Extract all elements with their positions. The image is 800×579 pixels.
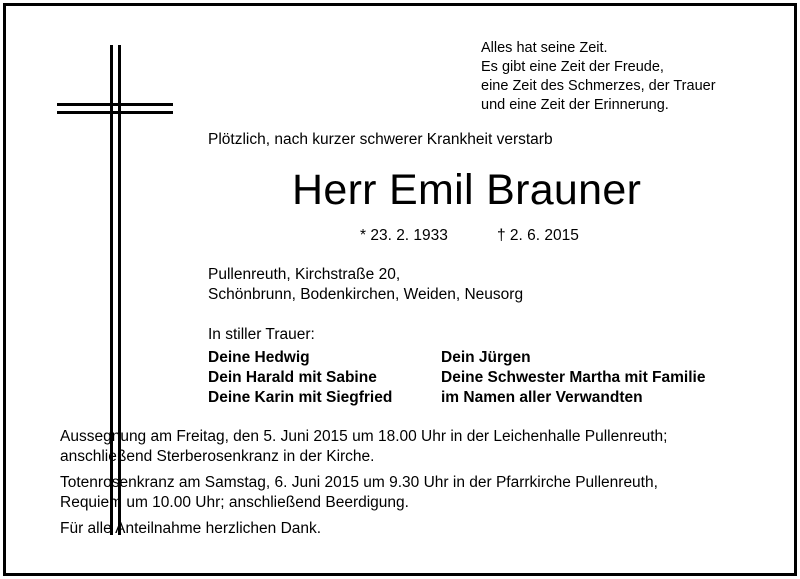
deceased-name: Herr Emil Brauner: [292, 166, 642, 214]
cross-horizontal-bar-1: [57, 103, 173, 106]
totenrosenkranz-line: Totenrosenkranz am Samstag, 6. Juni 2015 um 9.30 Uhr in der Pfarrkirche Pullenreuth,: [60, 474, 658, 491]
mourner-entry: im Namen aller Verwandten: [441, 389, 643, 406]
quote-line: und eine Zeit der Erinnerung.: [481, 97, 669, 113]
quote-line: Es gibt eine Zeit der Freude,: [481, 59, 664, 75]
mourner-entry: Deine Hedwig: [208, 349, 310, 366]
aussegnung-line: anschließend Sterberosenkranz in der Kirche.: [60, 448, 375, 465]
intro-text: Plötzlich, nach kurzer schwerer Krankheit verstarb: [208, 131, 553, 148]
funeral-notes: [60, 427, 667, 539]
mourners-left-column: [208, 348, 392, 408]
address-line: Pullenreuth, Kirchstraße 20,: [208, 266, 401, 283]
mourner-entry: Deine Karin mit Siegfried: [208, 389, 393, 406]
address: [208, 265, 523, 305]
mourner-entry: Dein Harald mit Sabine: [208, 369, 377, 386]
mourners-right-column: [441, 348, 705, 408]
death-date: † 2. 6. 2015: [497, 227, 579, 244]
thanks-line: Für alle Anteilnahme herzlichen Dank.: [60, 520, 322, 537]
birth-date: * 23. 2. 1933: [360, 227, 448, 244]
mourner-entry: Deine Schwester Martha mit Familie: [441, 369, 706, 386]
cross-horizontal-bar-2: [57, 111, 173, 114]
totenrosenkranz-line: Requiem um 10.00 Uhr; anschließend Beerdigung.: [60, 494, 409, 511]
aussegnung-line: Aussegnung am Freitag, den 5. Juni 2015 um 18.00 Uhr in der Leichenhalle Pullenreuth;: [60, 428, 668, 445]
quote: [481, 39, 716, 115]
quote-line: Alles hat seine Zeit.: [481, 40, 608, 56]
mourner-entry: Dein Jürgen: [441, 349, 531, 366]
address-line: Schönbrunn, Bodenkirchen, Weiden, Neusorg: [208, 286, 524, 303]
quote-line: eine Zeit des Schmerzes, der Trauer: [481, 78, 716, 94]
mourning-label: In stiller Trauer:: [208, 326, 315, 343]
